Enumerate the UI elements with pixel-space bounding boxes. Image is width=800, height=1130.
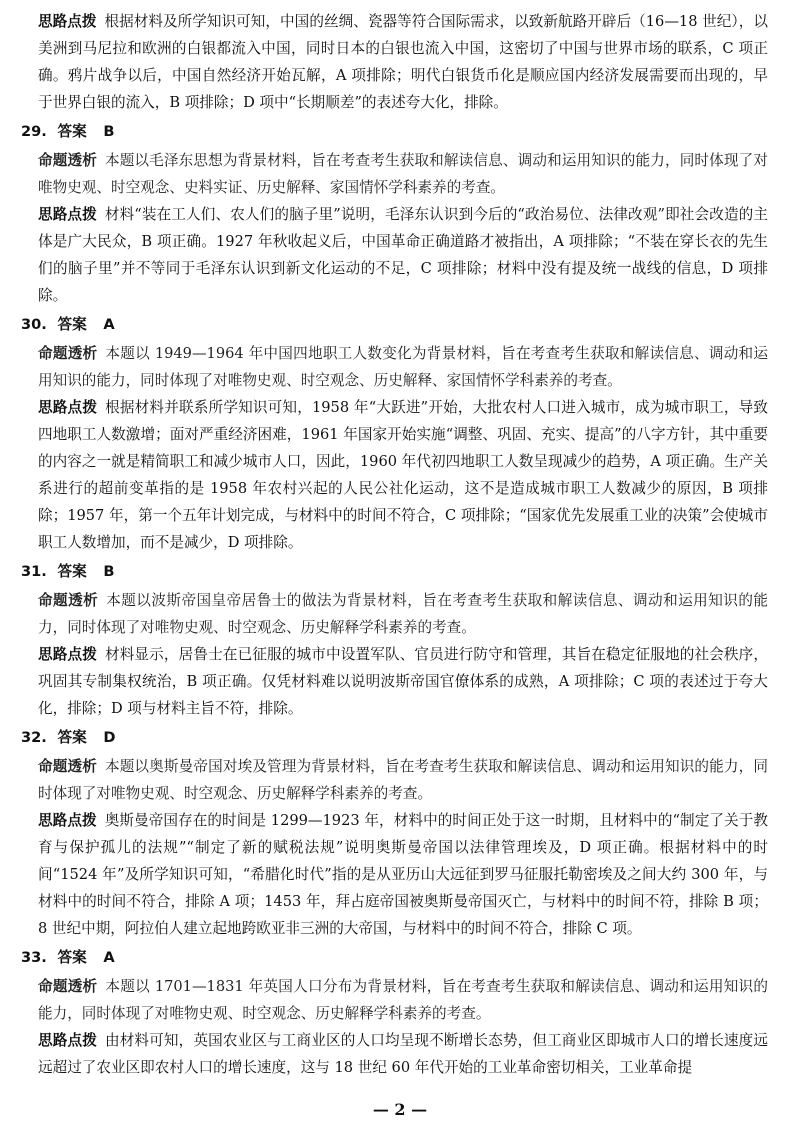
question-block-31 — [21, 558, 768, 722]
hint-paragraph — [38, 807, 768, 942]
hint-label: 思路点拨 — [38, 646, 97, 663]
answer-value: B — [103, 563, 115, 580]
question-number: 31. — [21, 563, 47, 580]
hint-label: 思路点拨 — [38, 812, 97, 829]
hint-paragraph — [38, 201, 768, 309]
analysis-paragraph — [38, 340, 768, 394]
analysis-text: 本题以毛泽东思想为背景材料，旨在考查考生获取和解读信息、调动和运用知识的能力，同时体现了对唯物史观、时空观念、史料实证、历史解释、家国情怀学科素养的考查。 — [38, 152, 768, 196]
hint-text: 材料显示，居鲁士在已征服的城市中设置军队、官员进行防守和管理，其旨在稳定征服地的社会秩序，巩固其专制集权统治，B 项正确。仅凭材料难以说明波斯帝国官僚体系的成熟，A 项排除；C 项的表述过于夸大化，排除；D 项与材料主旨不符，排除。 — [38, 646, 768, 717]
hint-text: 根据材料及所学知识可知，中国的丝绸、瓷器等符合国际需求，以致新航路开辟后（16—18 世纪），以美洲到马尼拉和欧洲的白银都流入中国，同时日本的白银也流入中国，这密切了中国与世界市场的联系，C 项正确。鸦片战争以后，中国自然经济开始瓦解，A 项排除；明代白银货币化是顺应国内经济发展需要而出现的，早于世界白银的流入，B 项排除；D 项中“长期顺差”的表述夸大化，排除。 — [38, 13, 768, 111]
hint-label: 思路点拨 — [38, 206, 97, 223]
question-number: 29. — [21, 123, 47, 140]
answer-label: 答案 — [57, 316, 87, 333]
hint-text: 奥斯曼帝国存在的时间是 1299—1923 年，材料中的时间正处于这一时期，且材料中的“制定了关于教育与保护孤儿的法规”“制定了新的赋税法规”说明奥斯曼帝国以法律管理埃及，D 项正确。根据材料中的时间“1524 年”及所学知识可知，“希腊化时代”指的是从亚历山大远征到罗马征服托勒密埃及之间大约 300 年，与材料中的时间不符合，排除 A 项；1453 年，拜占庭帝国被奥斯曼帝国灭亡，与材料中的时间不符，排除 B 项；8 世纪中期，阿拉伯人建立起地跨欧亚非三洲的大帝国，与材料中的时间不符合，排除 C 项。 — [38, 812, 768, 937]
question-block-32 — [21, 724, 768, 942]
analysis-text: 本题以波斯帝国皇帝居鲁士的做法为背景材料，旨在考查考生获取和解读信息、调动和运用知识的能力，同时体现了对唯物史观、时空观念、历史解释学科素养的考查。 — [38, 592, 768, 636]
intro-paragraph — [38, 8, 768, 116]
answer-label: 答案 — [57, 949, 87, 966]
hint-text: 材料“装在工人们、农人们的脑子里”说明，毛泽东认识到今后的“政治易位、法律改观”即社会改造的主体是广大民众，B 项正确。1927 年秋收起义后，中国革命正确道路才被指出，A 项排除；“不装在穿长衣的先生们的脑子里”并不等同于毛泽东认识到新文化运动的不足，C 项排除；材料中没有提及统一战线的信息，D 项排除。 — [38, 206, 768, 304]
analysis-paragraph — [38, 973, 768, 1027]
hint-paragraph — [38, 641, 768, 722]
analysis-paragraph — [38, 147, 768, 201]
analysis-label: 命题透析 — [38, 978, 98, 995]
page-number: — 2 — — [372, 1100, 428, 1119]
question-block-29 — [21, 118, 768, 309]
answer-value: A — [103, 949, 115, 966]
hint-text: 由材料可知，英国农业区与工商业区的人口均呈现不断增长态势，但工商业区即城市人口的增长速度远远超过了农业区即农村人口的增长速度，这与 18 世纪 60 年代开始的工业革命密切相关，工业革命提 — [38, 1032, 768, 1076]
hint-label: 思路点拨 — [38, 399, 98, 416]
analysis-text: 本题以奥斯曼帝国对埃及管理为背景材料，旨在考查考生获取和解读信息、调动和运用知识的能力，同时体现了对唯物史观、时空观念、历史解释学科素养的考查。 — [38, 758, 768, 802]
answer-label: 答案 — [57, 563, 87, 580]
answer-label: 答案 — [57, 729, 87, 746]
analysis-paragraph — [38, 753, 768, 807]
answer-line — [21, 944, 768, 972]
answer-value: B — [103, 123, 115, 140]
question-block-33 — [21, 944, 768, 1081]
hint-text: 根据材料并联系所学知识可知，1958 年“大跃进”开始，大批农村人口进入城市，成为城市职工，导致四地职工人数激增；面对严重经济困难，1961 年国家开始实施“调整、巩固、充实、提高”的八字方针，其中重要的内容之一就是精简职工和减少城市人口，因此，1960 年代初四地职工人数呈现减少的趋势，A 项正确。生产关系进行的超前变革指的是 1958 年农村兴起的人民公社化运动，这不是造成城市职工人数减少的原因，B 项排除；1957 年，第一个五年计划完成，与材料中的时间不符合，C 项排除；“国家优先发展重工业的决策”会使城市职工人数增加，而不是减少，D 项排除。 — [38, 399, 768, 551]
answer-label: 答案 — [57, 123, 87, 140]
hint-paragraph — [38, 394, 768, 556]
analysis-label: 命题透析 — [38, 592, 99, 609]
answer-line — [21, 724, 768, 752]
analysis-label: 命题透析 — [38, 758, 97, 775]
answer-line — [21, 118, 768, 146]
question-number: 32. — [21, 729, 47, 746]
analysis-paragraph — [38, 587, 768, 641]
answer-line — [21, 558, 768, 586]
question-block-30 — [21, 311, 768, 556]
analysis-text: 本题以 1701—1831 年英国人口分布为背景材料，旨在考查考生获取和解读信息、调动和运用知识的能力，同时体现了对唯物史观、时空观念、历史解释学科素养的考查。 — [38, 978, 768, 1022]
analysis-label: 命题透析 — [38, 345, 98, 362]
answer-value: A — [103, 316, 115, 333]
hint-paragraph — [38, 1027, 768, 1081]
answer-line — [21, 311, 768, 339]
analysis-label: 命题透析 — [38, 152, 97, 169]
hint-label: 思路点拨 — [38, 13, 97, 30]
document-page — [21, 8, 768, 1081]
question-number: 30. — [21, 316, 47, 333]
answer-value: D — [103, 729, 116, 746]
analysis-text: 本题以 1949—1964 年中国四地职工人数变化为背景材料，旨在考查考生获取和解读信息、调动和运用知识的能力，同时体现了对唯物史观、时空观念、历史解释、家国情怀学科素养的考查。 — [38, 345, 768, 389]
question-number: 33. — [21, 949, 47, 966]
hint-label: 思路点拨 — [38, 1032, 97, 1049]
